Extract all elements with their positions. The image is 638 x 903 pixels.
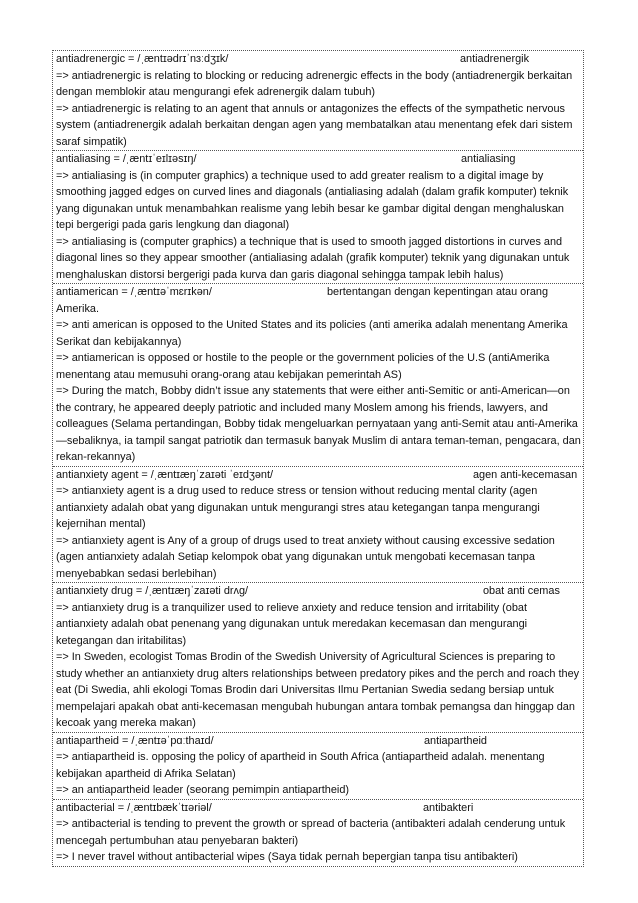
entry-antianxiety-agent: [53, 466, 583, 583]
entry-header: [56, 284, 581, 301]
translation: antiadrenergik: [460, 53, 530, 65]
entry-header: [56, 467, 581, 484]
translation: obat anti cemas: [483, 585, 560, 597]
entry-header: [56, 51, 581, 68]
definition-line: => antialiasing is (computer graphics) a technique that is used to smooth jagged distortions in curves and diagonal lines so they appear smoother (antialiasing adalah (grafik komputer) teknik yang digunakan untuk menghaluskan distorsi bergerigi pada kurva dan garis diagonal sehingga tampak lebih halus): [56, 235, 570, 281]
translation: antialiasing: [461, 153, 516, 165]
entry-antialiasing: [53, 150, 583, 283]
headword: antibacterial = /ˌæntɪbækˈtɪəriəl/: [56, 801, 212, 814]
headword: antiamerican = /ˌæntɪəˈmɛrɪkən/: [56, 286, 212, 298]
entry-antibacterial: [53, 799, 583, 866]
definition-line: => antianxiety agent is a drug used to reduce stress or tension without reducing mental clarity (agen antianxiety adalah obat yang digunakan untuk mengurangi stres atau ketegangan tanpa mengurangi kejernihan mental): [56, 485, 540, 530]
entry-header: [56, 151, 581, 168]
entry-header: [56, 733, 581, 750]
definition-line: => During the match, Bobby didn’t issue any statements that were either anti-Semitic or anti-American—on the contrary, he appeared deeply patriotic and included many Moslem among his friends, lawyers, and colleagues (Selama pertandingan, Bobby tidak mengeluarkan pernyataan yang anti-Semit atau anti-Amerika—sebaliknya, ia tampil sangat patriotik dan termasuk banyak Muslim di antara teman-teman, pengacara, dan rekan-rekannya): [56, 385, 581, 463]
definition-line: => antiadrenergic is relating to blocking or reducing adrenergic effects in the body (antiadrenergik berkaitan dengan memblokir atau mengurangi efek adrenergik dalam tubuh): [56, 69, 573, 98]
headword: antiapartheid = /ˌæntɪəˈpɑːthaɪd/: [56, 734, 214, 747]
headword: antialiasing = /ˌæntɪˈeɪlɪəsɪŋ/: [56, 153, 197, 165]
definition-line: => anti american is opposed to the United States and its policies (anti amerika adalah menentang Amerika Serikat dan kebijakannya): [56, 319, 568, 348]
definition-line: => antiapartheid is. opposing the policy of apartheid in South Africa (antiapartheid adalah. menentang kebijakan apartheid di Afrika Selatan): [56, 751, 545, 780]
definition-line: Amerika.: [56, 302, 99, 315]
translation: agen anti-kecemasan: [473, 468, 578, 481]
headword: antianxiety drug = /ˌæntɪæŋˈzaɪəti drʌg/: [56, 585, 249, 597]
definition-line: => In Sweden, ecologist Tomas Brodin of the Swedish University of Agricultural Sciences is preparing to study whether an antianxiety drug alters relationships between predatory pikes and the perch and roach they eat (Di Swedia, ahli ekologi Tomas Brodin dari Universitas Ilmu Pertanian Swedia sedang bersiap untuk mempelajari apakah obat anti-kecemasan mengubah hubungan antara tombak pemangsa dan hinggap dan kecoak yang mereka makan): [56, 651, 580, 729]
entry-antiamerican: [53, 283, 583, 466]
definition-line: => antiamerican is opposed or hostile to the people or the government policies of the U.S (antiAmerika menentang atau memusuhi orang-orang atau kebijakan pemerintah AS): [56, 352, 550, 381]
translation: bertentangan dengan kepentingan atau orang: [327, 286, 549, 298]
definition-line: => antibacterial is tending to prevent the growth or spread of bacteria (antibakteri adalah cenderung untuk mencegah pertumbuhan atau penyebaran bakteri): [56, 818, 566, 847]
definition-line: => an antiapartheid leader (seorang pemimpin antiapartheid): [56, 784, 350, 796]
definition-line: => antianxiety drug is a tranquilizer used to relieve anxiety and reduce tension and irritability (obat antianxiety adalah obat penenang yang digunakan untuk meredakan kecemasan dan mengurangi ketegangan dan iritabilitas): [56, 601, 528, 647]
translation: antiapartheid: [424, 734, 487, 747]
dictionary-page: [52, 50, 584, 867]
definition-line: => antialiasing is (in computer graphics) a technique used to add greater realism to a digital image by smoothing jagged edges on curved lines and diagonals (antialiasing adalah (dalam grafik komputer) teknik yang digunakan untuk menambahkan realisme yang lebih besar ke gambar digital dengan menghaluskan tepi bergerigi pada garis lengkung dan diagonal): [56, 169, 569, 231]
definition-line: => antiadrenergic is relating to an agent that annuls or antagonizes the effects of the sympathetic nervous system (antiadrenergik adalah berkaitan dengan agen yang membatalkan atau menentang efek dari sistem saraf simpatik): [56, 102, 573, 148]
entry-antiadrenergic: [53, 51, 583, 150]
entry-antiapartheid: [53, 732, 583, 799]
headword: antiadrenergic = /ˌæntɪədrɪˈnɜːdʒɪk/: [56, 53, 229, 65]
translation: antibakteri: [423, 801, 474, 814]
entry-header: [56, 800, 581, 817]
definition-line: => I never travel without antibacterial wipes (Saya tidak pernah bepergian tanpa tisu antibakteri): [56, 851, 518, 863]
entry-header: [56, 583, 581, 600]
headword: antianxiety agent = /ˌæntɪæŋˈzaɪəti ˈeɪdʒənt/: [56, 468, 274, 481]
definition-line: => antianxiety agent is Any of a group of drugs used to treat anxiety without causing excessive sedation (agen antianxiety adalah Setiap kelompok obat yang digunakan untuk mengobati kecemasan tanpa menyebabkan sedasi berlebihan): [56, 534, 555, 580]
entry-antianxiety-drug: [53, 582, 583, 732]
